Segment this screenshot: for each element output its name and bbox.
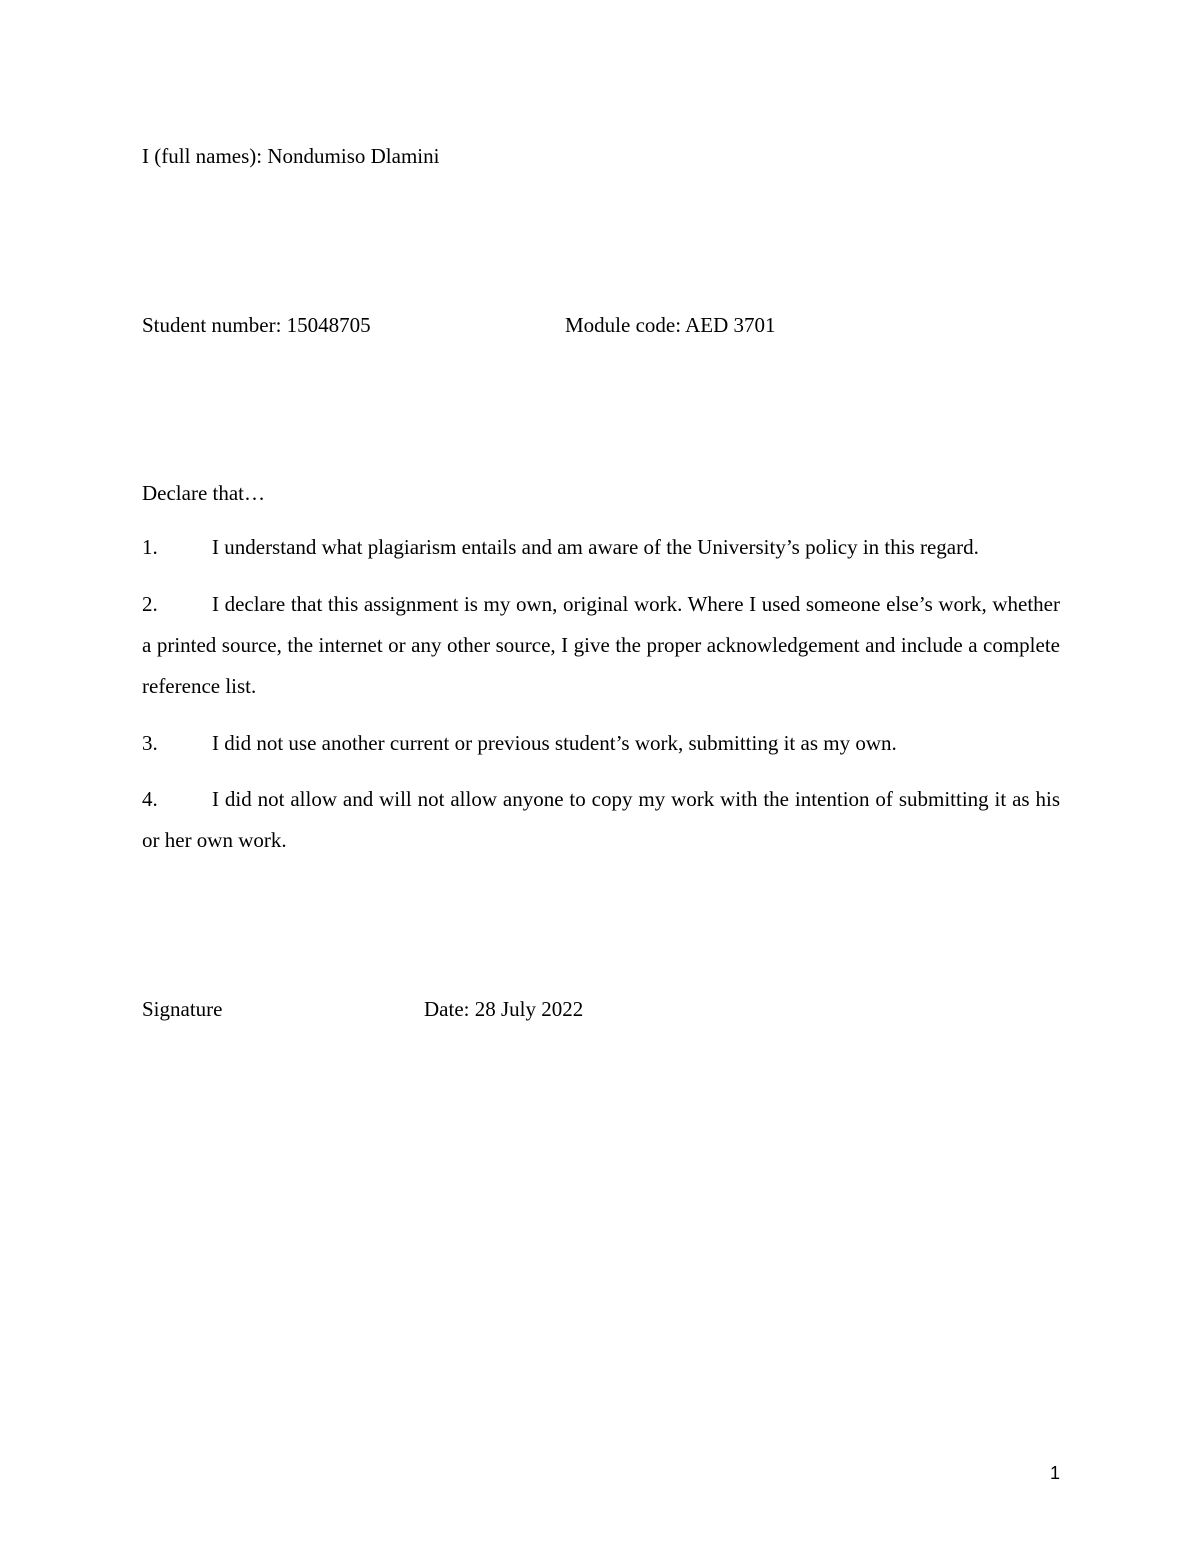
declaration-item-number: 2. (142, 592, 158, 616)
module-code-line: Module code: AED 3701 (565, 313, 776, 337)
declaration-item-text: I declare that this assignment is my own, original work. Where I used someone else’s work, whether a printed source, the internet or any other source, I give the proper acknowledgement and include a complete reference list. (142, 592, 1060, 698)
declaration-item-2 (142, 584, 1060, 707)
page-number: 1 (1049, 1463, 1060, 1483)
full-names-line: I (full names): Nondumiso Dlamini (142, 144, 440, 168)
declaration-item-text: I did not use another current or previous student’s work, submitting it as my own. (212, 731, 897, 755)
declaration-item-3 (142, 723, 1060, 764)
declaration-item-number: 3. (142, 731, 158, 755)
declaration-item-number: 4. (142, 787, 158, 811)
declaration-item-1 (142, 527, 1060, 568)
student-number-line: Student number: 15048705 (142, 313, 371, 337)
declaration-item-text: I understand what plagiarism entails and am aware of the University’s policy in this regard. (212, 535, 979, 559)
declaration-heading: Declare that… (142, 481, 266, 505)
signature-label: Signature (142, 997, 223, 1021)
declaration-item-number: 1. (142, 535, 158, 559)
declaration-item-4 (142, 779, 1060, 861)
date-line: Date: 28 July 2022 (424, 997, 584, 1021)
declaration-item-text: I did not allow and will not allow anyone to copy my work with the intention of submitting it as his or her own work. (142, 787, 1060, 852)
